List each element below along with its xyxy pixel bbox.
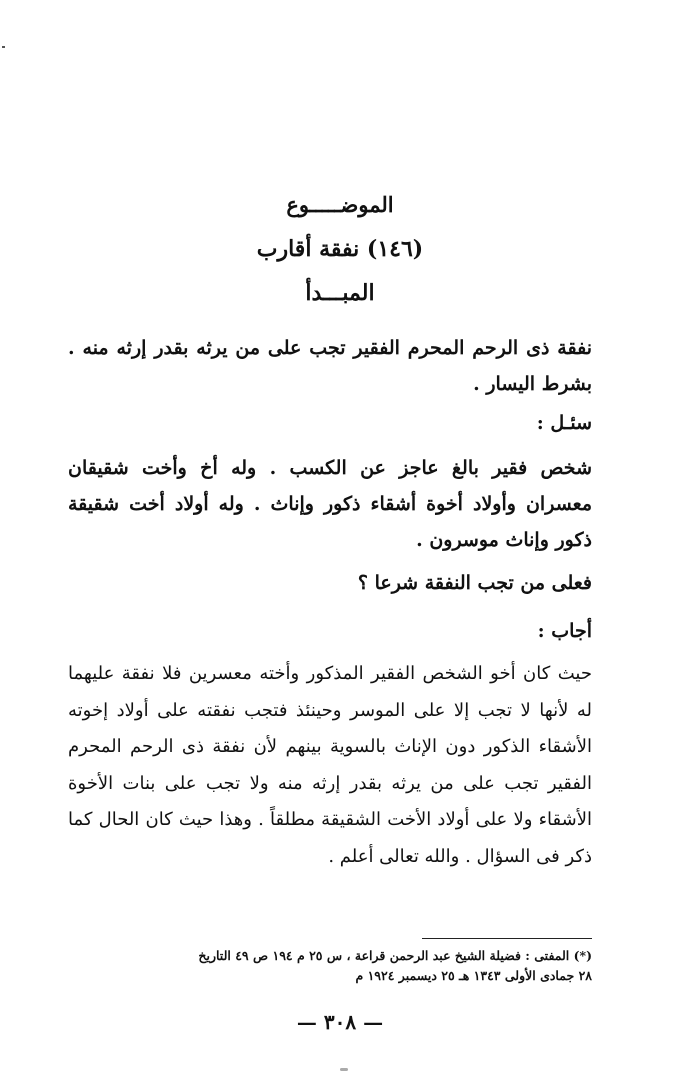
scan-speck	[340, 1068, 348, 1071]
footnote-line-2: ٢٨ جمادى الأولى ١٣٤٣ هـ ٢٥ ديسمبر ١٩٢٤ م	[355, 968, 592, 983]
question-ask: فعلى من تجب النفقة شرعا ؟	[357, 572, 592, 594]
margin-mark	[2, 46, 5, 48]
footnote-divider	[422, 938, 592, 939]
answer-label: أجاب :	[537, 620, 592, 642]
principle-text: نفقة ذى الرحم المحرم الفقير تجب على من يرثه بقدر إرثه منه . بشرط اليسار .	[68, 337, 592, 395]
question-label: سئـل :	[536, 412, 592, 434]
topic-heading: الموضـــــوع	[286, 192, 394, 217]
principle-heading: المبـــدأ	[305, 280, 375, 306]
question-text: شخص فقير بالغ عاجز عن الكسب . وله أخ وأخت شقيقان معسران وأولاد أخوة أشقاء ذكور وإناث . وله أولاد أخت شقيقة ذكور وإناث موسرون .	[68, 457, 592, 551]
footnote	[52, 946, 592, 986]
footnote-line-1: (*) المفتى : فضيلة الشيخ عبد الرحمن قراعة ، س ٢٥ م ١٩٤ ص ٤٩ التاريخ	[198, 948, 592, 963]
page-number: — ٣٠٨ —	[296, 1010, 384, 1034]
fatwa-title: (١٤٦) نفقة أقارب	[256, 236, 424, 262]
answer-text: حيث كان أخو الشخص الفقير المذكور وأخته معسرين فلا نفقة عليهما له لأنها لا تجب إلا على الموسر وحينئذ فتجب نفقته على أولاد إخوته الأشقاء الذكور دون الإناث بالسوية بينهم لأن نفقة ذى الرحم المحرم الفقير تجب على من يرثه بقدر إرثه منه ولا تجب على بنات الأخوة الأشقاء ولا على أولاد الأخت الشقيقة مطلقاً . وهذا حيث كان الحال كما ذكر فى السؤال . والله تعالى أعلم .	[68, 663, 592, 867]
